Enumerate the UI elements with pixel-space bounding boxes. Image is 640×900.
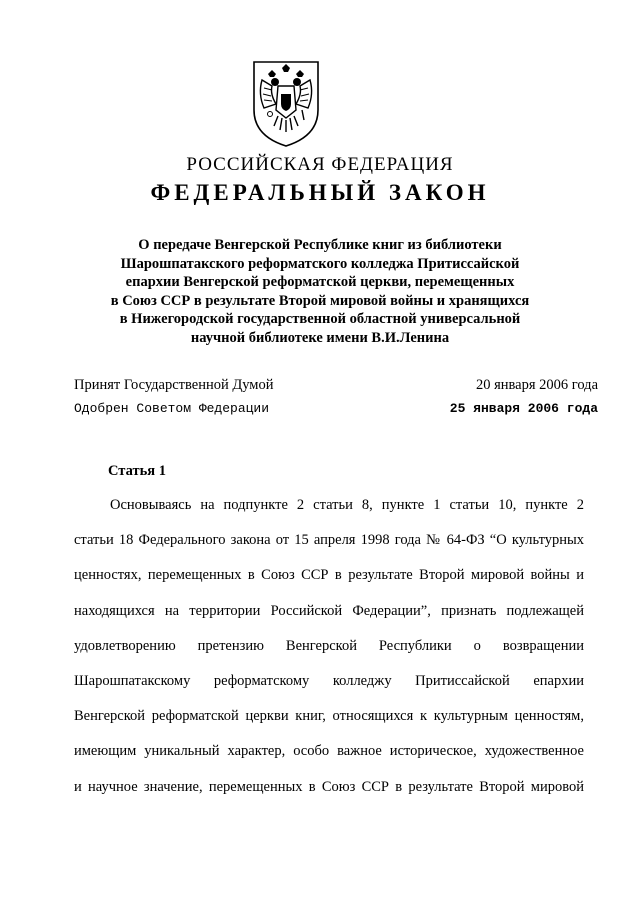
body-line: ценностях, перемещенных в Союз ССР в результате Второй мировой войны и <box>74 567 584 584</box>
document-type: ФЕДЕРАЛЬНЫЙ ЗАКОН <box>150 180 490 205</box>
body-line: Шарошпатакскому реформатскому колледжу Притиссайской епархии <box>74 672 584 689</box>
body-line: Основываясь на подпункте 2 статьи 8, пункте 1 статьи 10, пункте 2 <box>110 497 584 513</box>
title-line: Шарошпатакского реформатского колледжа Притиссайской <box>120 255 520 272</box>
body-line: имеющим уникальный характер, особо важное историческое, художественное <box>74 743 584 760</box>
title-line: научной библиотеке имени В.И.Ленина <box>190 329 450 346</box>
country-name: РОССИЙСКАЯ ФЕДЕРАЦИЯ <box>186 154 454 175</box>
title-line: О передаче Венгерской Республике книг из библиотеки <box>138 237 502 253</box>
title-line: епархии Венгерской реформатской церкви, перемещенных <box>125 274 515 290</box>
duma-adoption-date: 20 января 2006 года <box>475 377 598 393</box>
article-body <box>74 494 584 811</box>
body-line: и научное значение, перемещенных в Союз ССР в результате Второй мировой <box>74 778 584 795</box>
duma-adoption-label: Принят Государственной Думой <box>74 377 274 393</box>
council-approval-label: Одобрен Советом Федерации <box>74 401 270 416</box>
coat-of-arms-icon <box>248 58 324 150</box>
law-title <box>110 236 530 347</box>
article-heading: Статья 1 <box>108 463 166 479</box>
council-approval-date: 25 января 2006 года <box>449 401 598 416</box>
body-line: статьи 18 Федерального закона от 15 апреля 1998 года № 64-ФЗ “О культурных <box>74 532 584 549</box>
body-line: Венгерской реформатской церкви книг, относящихся к культурным ценностям, <box>74 708 584 725</box>
title-line: в Нижегородской государственной областной универсальной <box>119 311 521 327</box>
body-line: удовлетворению претензию Венгерской Республики о возвращении <box>74 637 584 654</box>
title-line: в Союз ССР в результате Второй мировой войны и хранящихся <box>110 292 530 309</box>
body-line: находящихся на территории Российской Федерации”, признать подлежащей <box>74 602 584 619</box>
